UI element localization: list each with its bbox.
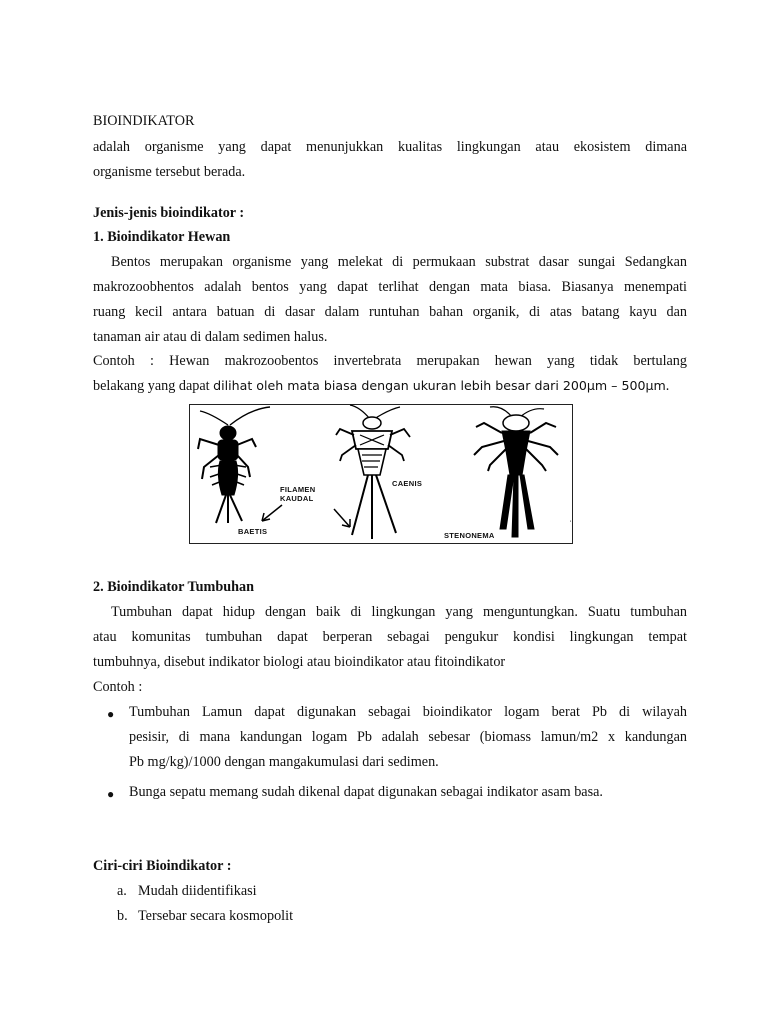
section1-para-line-1: Bentos merupakan organisme yang melekat di permukaan substrat dasar sungai Sedangkan (111, 254, 687, 270)
bullet1-line-2: pesisir, di mana kandungan logam Pb adalah sebesar (biomass lamun/m2 x kandungan (129, 729, 687, 745)
ciri-item-marker: b. (117, 908, 128, 924)
label-baetis: BAETIS (238, 527, 268, 536)
section2-para-line-1: Tumbuhan dapat hidup dengan baik di lingkungan yang menguntungkan. Suatu tumbuhan (111, 604, 687, 620)
section2-contoh: Contoh : (93, 679, 143, 695)
example-line-2-period: . (665, 378, 670, 394)
intro-line-1: adalah organisme yang dapat menunjukkan kualitas lingkungan atau ekosistem dimana (93, 139, 687, 155)
bullet-dot-icon: ● (107, 787, 115, 801)
example-line-2-sans: dilihat oleh mata biasa dengan ukuran lebih besar dari 200µm – 500µm (213, 378, 666, 393)
bullet1-line-3: Pb mg/kg)/1000 dengan mangakumulasi dari sedimen. (129, 754, 439, 770)
insect-illustration (190, 405, 571, 542)
section1-example-line-2 (93, 378, 669, 395)
section1-para-line-4: tanaman air atau di dalam sedimen halus. (93, 329, 328, 345)
bullet2-text: Bunga sepatu memang sudah dikenal dapat digunakan sebagai indikator asam basa. (129, 784, 603, 800)
baetis-insect-icon (198, 407, 270, 523)
label-kaudal: KAUDAL (280, 494, 314, 503)
label-filamen: FILAMEN (280, 485, 316, 494)
stenonema-insect-icon (474, 407, 558, 537)
ciri-item-text: Mudah diidentifikasi (138, 883, 257, 899)
types-heading: Jenis-jenis bioindikator : (93, 205, 245, 221)
section2-heading: 2. Bioindikator Tumbuhan (93, 579, 255, 595)
intro-line-2: organisme tersebut berada. (93, 164, 246, 180)
arrow-icons (262, 505, 350, 527)
ciri-item-marker: a. (117, 883, 127, 899)
ciri-item-text: Tersebar secara kosmopolit (138, 908, 294, 924)
section1-example-line-1: Contoh : Hewan makrozoobentos invertebrata merupakan hewan yang tidak bertulang (93, 353, 687, 369)
bullet1-line-1: Tumbuhan Lamun dapat digunakan sebagai bioindikator logam berat Pb di wilayah (129, 704, 687, 720)
section1-heading: 1. Bioindikator Hewan (93, 229, 231, 245)
title: BIOINDIKATOR (93, 113, 195, 129)
section1-para-line-2: makrozoobhentos adalah bentos yang dapat terlihat dengan mata biasa. Biasanya menempati (93, 279, 687, 295)
bullet-dot-icon: ● (107, 707, 115, 721)
caenis-insect-icon (336, 405, 410, 539)
label-stenonema: STENONEMA (444, 531, 495, 540)
label-caenis: CAENIS (392, 479, 423, 488)
tick-mark: ' (570, 521, 572, 527)
section2-para-line-3: tumbuhnya, disebut indikator biologi atau bioindikator atau fitoindikator (93, 654, 506, 670)
section1-para-line-3: ruang kecil antara batuan di dasar dalam runtuhan bahan organik, di atas batang kayu dan (93, 304, 687, 320)
example-line-2-serif: belakang yang dapat (93, 378, 210, 394)
section2-para-line-2: atau komunitas tumbuhan dapat berperan sebagai pengukur kondisi lingkungan tempat (93, 629, 687, 645)
ciri-heading: Ciri-ciri Bioindikator : (93, 858, 232, 874)
benthos-figure (189, 404, 573, 544)
